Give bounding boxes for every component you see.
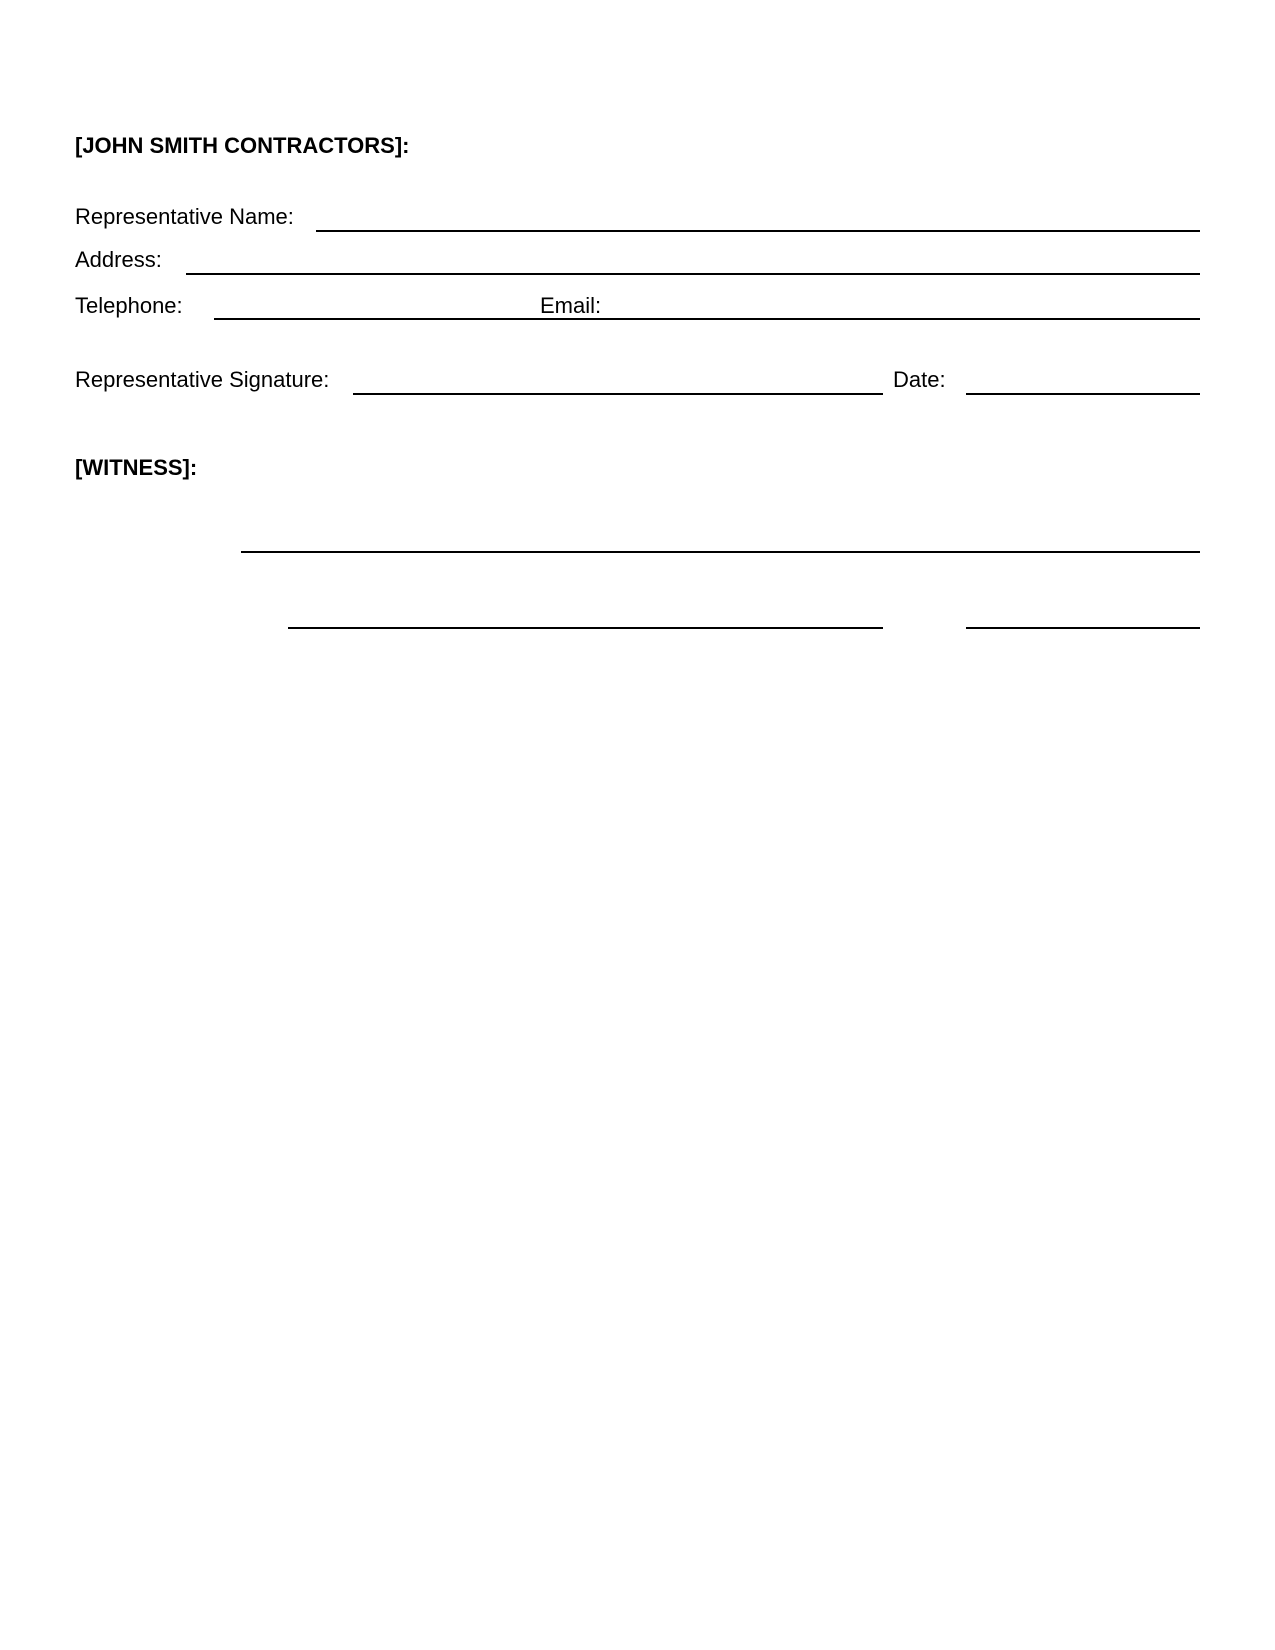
address-line[interactable] xyxy=(186,273,1200,275)
witness-name-line[interactable] xyxy=(241,551,1200,553)
contractor-heading: [JOHN SMITH CONTRACTORS]: xyxy=(75,133,410,158)
representative-signature-label: Representative Signature: xyxy=(75,367,330,392)
witness-date-line[interactable] xyxy=(966,627,1200,629)
representative-name-line[interactable] xyxy=(316,230,1200,232)
email-label: Email: xyxy=(540,293,602,318)
witness-signature-line[interactable] xyxy=(288,627,883,629)
witness-heading: [WITNESS]: xyxy=(75,455,198,480)
telephone-label: Telephone: xyxy=(75,293,183,318)
representative-name-label: Representative Name: xyxy=(75,204,294,229)
address-label: Address: xyxy=(75,247,162,272)
representative-signature-line[interactable] xyxy=(353,393,883,395)
date-line[interactable] xyxy=(966,393,1200,395)
date-label: Date: xyxy=(893,367,946,392)
telephone-email-line[interactable] xyxy=(214,318,1200,320)
